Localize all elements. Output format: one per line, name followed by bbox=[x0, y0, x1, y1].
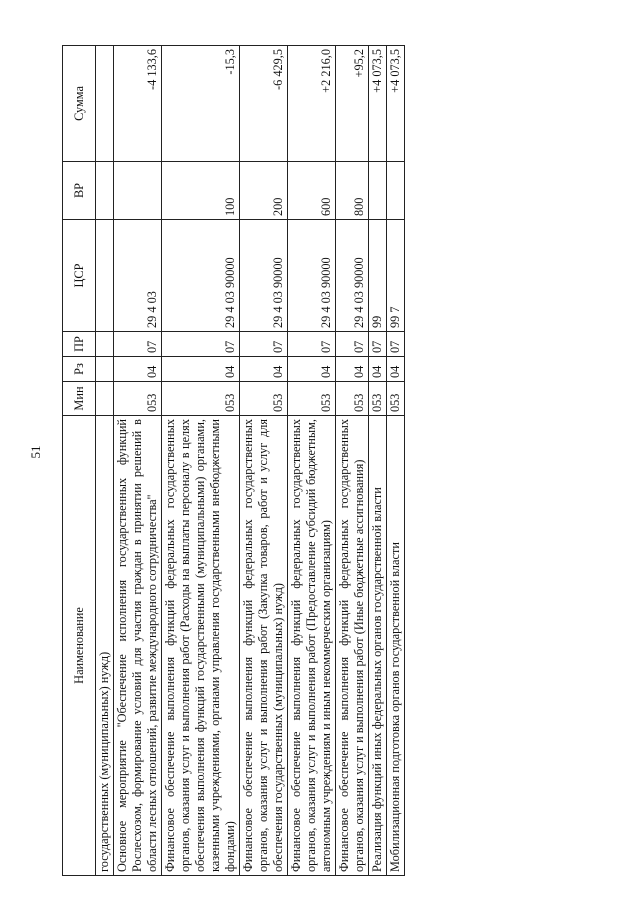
row-vr bbox=[369, 162, 387, 220]
row-csr: 29 4 03 90000 bbox=[336, 220, 369, 332]
row-sum: -15,3 bbox=[162, 46, 240, 162]
header-csr: ЦСР bbox=[63, 220, 96, 332]
row-min bbox=[96, 382, 114, 416]
row-csr: 29 4 03 90000 bbox=[162, 220, 240, 332]
row-vr: 200 bbox=[240, 162, 288, 220]
row-vr: 800 bbox=[336, 162, 369, 220]
row-vr bbox=[114, 162, 162, 220]
row-pr: 07 bbox=[114, 332, 162, 357]
row-sum bbox=[96, 46, 114, 162]
table-header-row bbox=[63, 46, 96, 876]
row-vr: 100 bbox=[162, 162, 240, 220]
table-row bbox=[336, 46, 369, 876]
row-rz: 04 bbox=[336, 357, 369, 382]
row-csr: 29 4 03 90000 bbox=[240, 220, 288, 332]
row-sum: +4 073,5 bbox=[369, 46, 387, 162]
page-number: 51 bbox=[28, 445, 43, 459]
table-row bbox=[162, 46, 240, 876]
row-csr: 29 4 03 90000 bbox=[288, 220, 336, 332]
row-pr: 07 bbox=[288, 332, 336, 357]
header-rz: Рз bbox=[63, 357, 96, 382]
table-row bbox=[369, 46, 387, 876]
row-sum: +2 216,0 bbox=[288, 46, 336, 162]
header-pr: ПР bbox=[63, 332, 96, 357]
row-name: Основное мероприятие "Обеспечение исполнения государственных функций Рослесхозом, формирование условий для участия граждан в принятии решений в области лесных отношений, развитие международного сотрудничества" bbox=[114, 416, 162, 876]
row-min: 053 bbox=[240, 382, 288, 416]
row-pr: 07 bbox=[240, 332, 288, 357]
row-name: Мобилизационная подготовка органов государственной власти bbox=[387, 416, 405, 876]
row-rz: 04 bbox=[240, 357, 288, 382]
row-rz: 04 bbox=[162, 357, 240, 382]
row-name: Финансовое обеспечение выполнения функций федеральных государственных органов, оказания услуг и выполнения работ (Расходы на выплаты персоналу в целях обеспечения выполнения функций государственными (муниципальными) органами, казенными учреждениями, органами управления государственными внебюджетными фондами) bbox=[162, 416, 240, 876]
row-csr: 29 4 03 bbox=[114, 220, 162, 332]
row-pr bbox=[96, 332, 114, 357]
row-pr: 07 bbox=[162, 332, 240, 357]
row-pr: 07 bbox=[369, 332, 387, 357]
header-vr: ВР bbox=[63, 162, 96, 220]
row-min: 053 bbox=[162, 382, 240, 416]
budget-table-container bbox=[62, 46, 612, 876]
header-name: Наименование bbox=[63, 416, 96, 876]
row-min: 053 bbox=[387, 382, 405, 416]
row-name: государственных (муниципальных) нужд) bbox=[96, 416, 114, 876]
row-min: 053 bbox=[369, 382, 387, 416]
row-name: Реализация функций иных федеральных органов государственной власти bbox=[369, 416, 387, 876]
row-rz: 04 bbox=[288, 357, 336, 382]
row-min: 053 bbox=[114, 382, 162, 416]
row-min: 053 bbox=[336, 382, 369, 416]
row-csr bbox=[96, 220, 114, 332]
table-row bbox=[114, 46, 162, 876]
table-row bbox=[387, 46, 405, 876]
budget-table bbox=[62, 45, 405, 876]
table-row bbox=[96, 46, 114, 876]
table-row bbox=[240, 46, 288, 876]
row-rz: 04 bbox=[369, 357, 387, 382]
row-sum: +4 073,5 bbox=[387, 46, 405, 162]
row-sum: -6 429,5 bbox=[240, 46, 288, 162]
row-vr bbox=[387, 162, 405, 220]
row-csr: 99 7 bbox=[387, 220, 405, 332]
row-sum: +95,2 bbox=[336, 46, 369, 162]
row-rz bbox=[96, 357, 114, 382]
table-row bbox=[288, 46, 336, 876]
header-min: Мин bbox=[63, 382, 96, 416]
row-min: 053 bbox=[288, 382, 336, 416]
row-name: Финансовое обеспечение выполнения функций федеральных государственных органов, оказания услуг и выполнения работ (Иные бюджетные ассигнования) bbox=[336, 416, 369, 876]
row-name: Финансовое обеспечение выполнения функций федеральных государственных органов, оказания услуг и выполнения работ (Предоставление субсидий бюджетным, автономным учреждениям и иным некоммерческим организациям) bbox=[288, 416, 336, 876]
row-name: Финансовое обеспечение выполнения функций федеральных государственных органов, оказания услуг и выполнения работ (Закупка товаров, работ и услуг для обеспечения государственных (муниципальных) нужд) bbox=[240, 416, 288, 876]
row-pr: 07 bbox=[336, 332, 369, 357]
header-sum: Сумма bbox=[63, 46, 96, 162]
row-pr: 07 bbox=[387, 332, 405, 357]
row-sum: -4 133,6 bbox=[114, 46, 162, 162]
row-rz: 04 bbox=[387, 357, 405, 382]
row-csr: 99 bbox=[369, 220, 387, 332]
row-vr: 600 bbox=[288, 162, 336, 220]
row-rz: 04 bbox=[114, 357, 162, 382]
row-vr bbox=[96, 162, 114, 220]
